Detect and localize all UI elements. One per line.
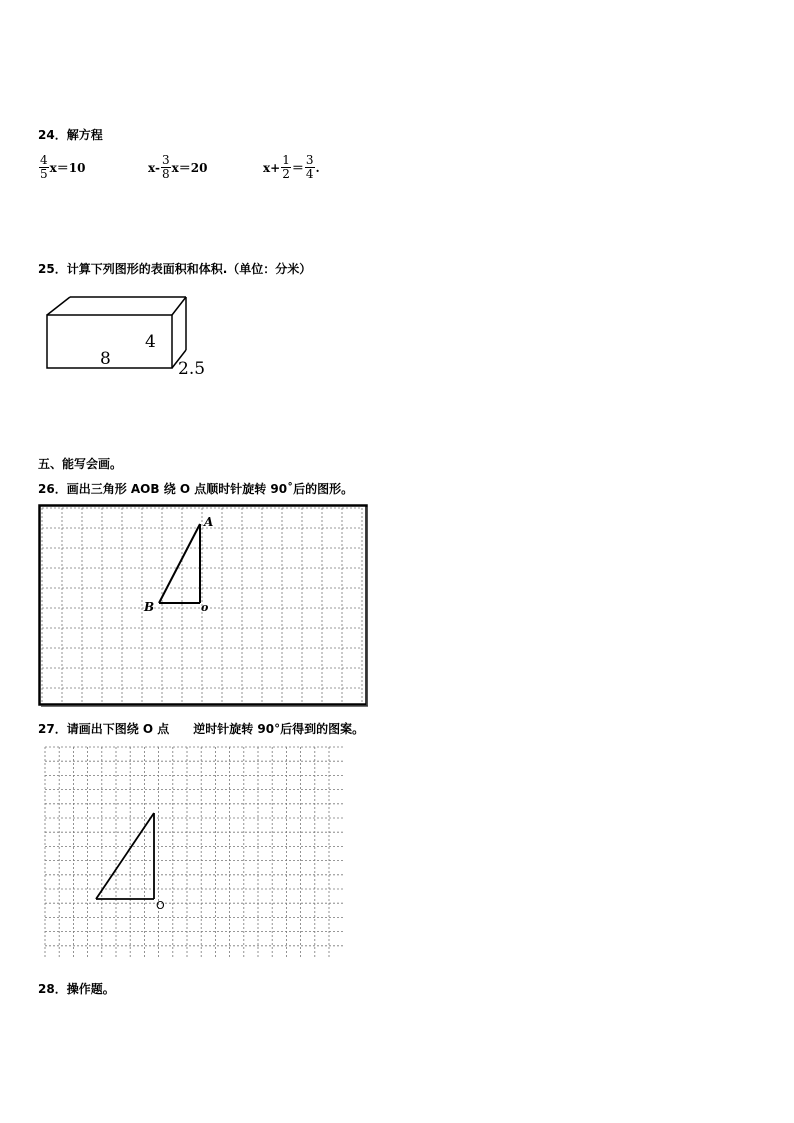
cuboid-figure <box>40 292 215 382</box>
label-o: o <box>201 601 209 614</box>
label-length: 8 <box>100 349 111 369</box>
fraction-3-4: $\frac{3}{4}$ <box>305 153 314 181</box>
q28-title: 28．操作题。 <box>38 982 115 996</box>
equation-1: $\frac{4}{5}$ x＝10 <box>40 153 86 181</box>
grid-figure-26 <box>38 504 370 708</box>
label-a: A <box>204 515 214 529</box>
q24-title: 24．解方程 <box>38 128 103 142</box>
q25-title: 25．计算下列图形的表面积和体积.（单位：分米） <box>38 262 312 276</box>
label-o-27: O <box>156 899 165 912</box>
label-width: 2.5 <box>178 359 206 379</box>
q27-title: 27．请画出下图绕 O 点 逆时针旋转 90°后得到的图案。 <box>38 722 365 736</box>
fraction-1-2: $\frac{1}{2}$ <box>282 153 290 181</box>
q26-title: 26．画出三角形 AOB 绕 O 点顺时针旋转 90˚后的图形。 <box>38 482 354 496</box>
fraction-3-8: $\frac{3}{8}$ <box>161 153 170 181</box>
fraction-4-5: $\frac{4}{5}$ <box>40 153 48 181</box>
label-height: 4 <box>145 332 156 352</box>
grid-figure-27 <box>44 746 346 962</box>
label-b: B <box>144 600 155 614</box>
equation-3: x+ $\frac{1}{2}$ ＝ $\frac{3}{4}$ . <box>263 153 320 181</box>
equation-2: x- $\frac{3}{8}$ x＝20 <box>148 153 208 181</box>
section-5-title: 五、能写会画。 <box>38 457 123 471</box>
